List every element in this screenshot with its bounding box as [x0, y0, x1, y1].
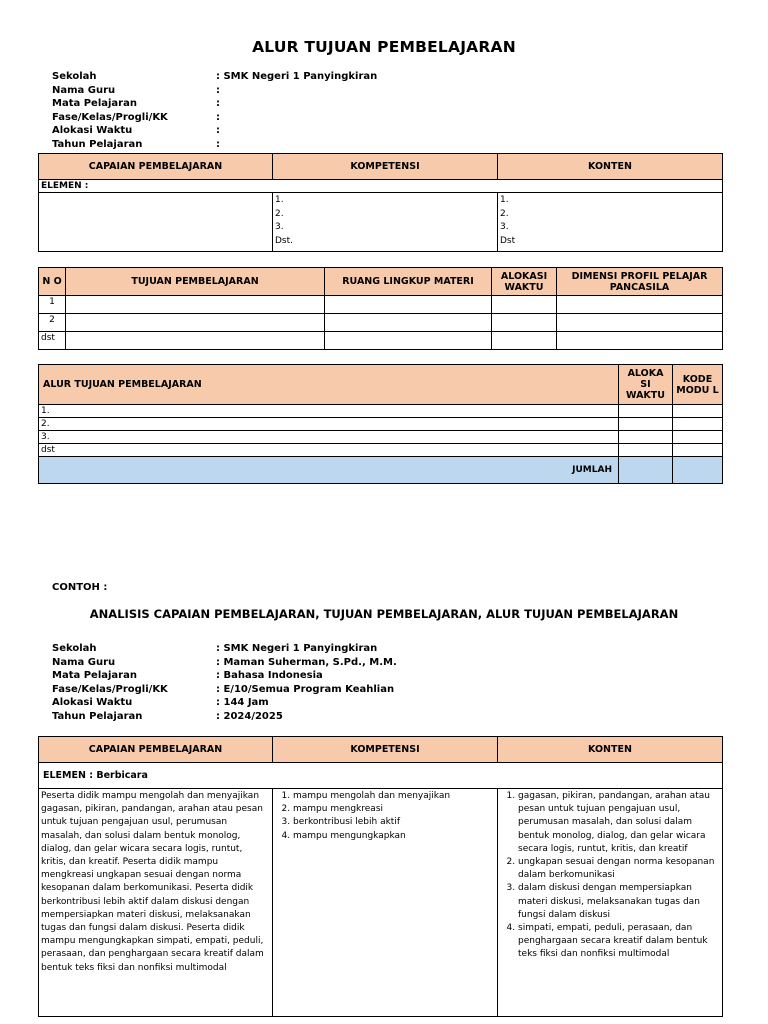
info-row: [52, 70, 377, 84]
header-alur: ALUR TUJUAN PEMBELAJARAN: [39, 365, 619, 405]
header-alokasi: ALOKASI WAKTU: [492, 268, 557, 296]
row-label: 1.: [39, 405, 619, 418]
list-item: 1.: [500, 195, 509, 205]
list-item: 2. ungkapan sesuai dengan norma kesopanan dalam berkomunikasi: [518, 856, 720, 882]
header-konten: KONTEN: [498, 737, 723, 763]
list-item: 3.: [275, 222, 284, 232]
list-item: Dst.: [275, 235, 294, 246]
info-row: [52, 124, 377, 138]
list-item: 4. simpati, empati, peduli, perasaan, dan penghargaan secara kreatif dalam bentuk teks fiksi dan nonfiksi multimodal: [518, 922, 720, 962]
info-row: [52, 138, 377, 152]
info-value: : E/10/Semua Program Keahlian: [216, 683, 395, 695]
list-item: 4. mampu mengungkapkan: [293, 830, 495, 843]
info-value: :: [216, 98, 220, 109]
kompetensi-list: [275, 790, 495, 843]
info-row: [52, 111, 377, 125]
info-value: : Bahasa Indonesia: [216, 670, 323, 681]
info-label: Alokasi Waktu: [52, 125, 133, 136]
info-label: Nama Guru: [52, 84, 116, 96]
example-title: ANALISIS CAPAIAN PEMBELAJARAN, TUJUAN PEMBELAJARAN, ALUR TUJUAN PEMBELAJARAN: [89, 607, 679, 621]
header-konten: KONTEN: [498, 154, 723, 180]
table-row: [39, 444, 723, 457]
list-item: 2.: [275, 208, 284, 219]
header-alokasi-waktu: ALOKA SI WAKTU: [619, 365, 673, 405]
info-label: Fase/Kelas/Progli/KK: [52, 111, 168, 123]
info-label: Tahun Pelajaran: [52, 138, 143, 150]
row-number: 2: [39, 314, 66, 332]
table-row: [39, 296, 723, 314]
header-ruang-lingkup: RUANG LINGKUP MATERI: [325, 268, 492, 296]
row-label: dst: [39, 444, 619, 457]
info-row: [52, 669, 397, 683]
table-row: [39, 314, 723, 332]
elemen-label: ELEMEN : Berbicara: [39, 763, 723, 789]
cp-table-template: [38, 153, 723, 252]
list-item: 1. mampu mengolah dan menyajikan: [293, 790, 495, 803]
header-kode-modul: KODE MODU L: [673, 365, 723, 405]
info-label: Sekolah: [52, 71, 97, 82]
list-item: 1. gagasan, pikiran, pandangan, arahan atau pesan untuk tujuan pengajuan usul, perumusan masalah, dan solusi dalam bentuk monolog, dialog, dan gelar wicara secara logis, runtut, kritis, dan kreatif: [518, 790, 720, 856]
capaian-text: Peserta didik mampu mengolah dan menyajikan gagasan, pikiran, pandangan, arahan atau pesan untuk tujuan pengajuan usul, perumusan masalah, dan solusi dalam bentuk monolog, dialog, dan gelar wicara secara logis, runtut, kritis, dan kreatif. Peserta didik mampu mengkreasi ungkapan sesuai dengan norma kesopanan dalam berkomunikasi. Peserta didik berkontribusi lebih aktif dalam diskusi dengan mempersiapkan materi diskusi, melaksanakan tugas dan fungsi dalam diskusi. Peserta didik mampu mengungkapkan simpati, empati, peduli, perasaan, dan penghargaan secara kreatif dalam bentuk teks fiksi dan nonfiksi multimodal: [39, 789, 273, 1017]
info-value: :: [216, 138, 220, 150]
list-item: 2. mampu mengkreasi: [293, 803, 495, 816]
info-label: Mata Pelajaran: [52, 670, 137, 681]
info-row: [52, 642, 397, 656]
info-row: [52, 710, 397, 724]
info-label: Nama Guru: [52, 656, 116, 668]
info-label: Tahun Pelajaran: [52, 710, 143, 722]
tp-table: [38, 267, 723, 350]
jumlah-label: JUMLAH: [39, 457, 619, 484]
info-row: [52, 696, 397, 710]
page-title: ALUR TUJUAN PEMBELAJARAN: [252, 38, 516, 56]
info-block-template: [52, 70, 377, 151]
row-number: dst: [39, 332, 66, 350]
konten-cell: [498, 193, 723, 252]
info-value: : SMK Negeri 1 Panyingkiran: [216, 643, 378, 654]
info-label: Sekolah: [52, 643, 97, 654]
konten-cell: [498, 789, 723, 1017]
kompetensi-cell: [273, 193, 498, 252]
list-item: 3. dalam diskusi dengan mempersiapkan materi diskusi, melaksanakan tugas dan fungsi dalam diskusi: [518, 882, 720, 922]
header-capaian: CAPAIAN PEMBELAJARAN: [39, 737, 273, 763]
header-kompetensi: KOMPETENSI: [273, 737, 498, 763]
info-label: Mata Pelajaran: [52, 98, 137, 109]
list-item: 2.: [500, 208, 509, 219]
capaian-cell: [39, 193, 273, 252]
info-value: : 144 Jam: [216, 697, 269, 708]
row-label: 3.: [39, 431, 619, 444]
header-no: N O: [39, 268, 66, 296]
info-row: [52, 97, 377, 111]
list-item: 3. berkontribusi lebih aktif: [293, 816, 495, 829]
table-row: [39, 418, 723, 431]
kompetensi-cell: [273, 789, 498, 1017]
row-label: 2.: [39, 418, 619, 431]
konten-list: [500, 790, 720, 962]
info-value: :: [216, 125, 220, 136]
contoh-label: CONTOH :: [52, 582, 108, 593]
info-value: : SMK Negeri 1 Panyingkiran: [216, 71, 378, 82]
info-row: [52, 84, 377, 98]
info-value: :: [216, 84, 220, 96]
info-block-example: [52, 642, 397, 723]
row-number: 1: [39, 296, 66, 314]
info-row: [52, 683, 397, 697]
info-label: Alokasi Waktu: [52, 697, 133, 708]
info-row: [52, 656, 397, 670]
table-row: [39, 405, 723, 418]
table-row: [39, 332, 723, 350]
header-kompetensi: KOMPETENSI: [273, 154, 498, 180]
list-item: 3.: [500, 222, 509, 232]
atp-table: [38, 364, 723, 484]
header-capaian: CAPAIAN PEMBELAJARAN: [39, 154, 273, 180]
list-item: 1.: [275, 195, 284, 205]
header-tujuan: TUJUAN PEMBELAJARAN: [66, 268, 325, 296]
header-dimensi: DIMENSI PROFIL PELAJAR PANCASILA: [557, 268, 723, 296]
cp-table-example: [38, 736, 723, 1017]
elemen-label: ELEMEN :: [39, 180, 723, 193]
table-row: [39, 431, 723, 444]
info-value: : Maman Suherman, S.Pd., M.M.: [216, 656, 397, 668]
info-value: :: [216, 111, 220, 123]
info-label: Fase/Kelas/Progli/KK: [52, 683, 168, 695]
info-value: : 2024/2025: [216, 710, 283, 722]
list-item: Dst: [500, 235, 516, 246]
